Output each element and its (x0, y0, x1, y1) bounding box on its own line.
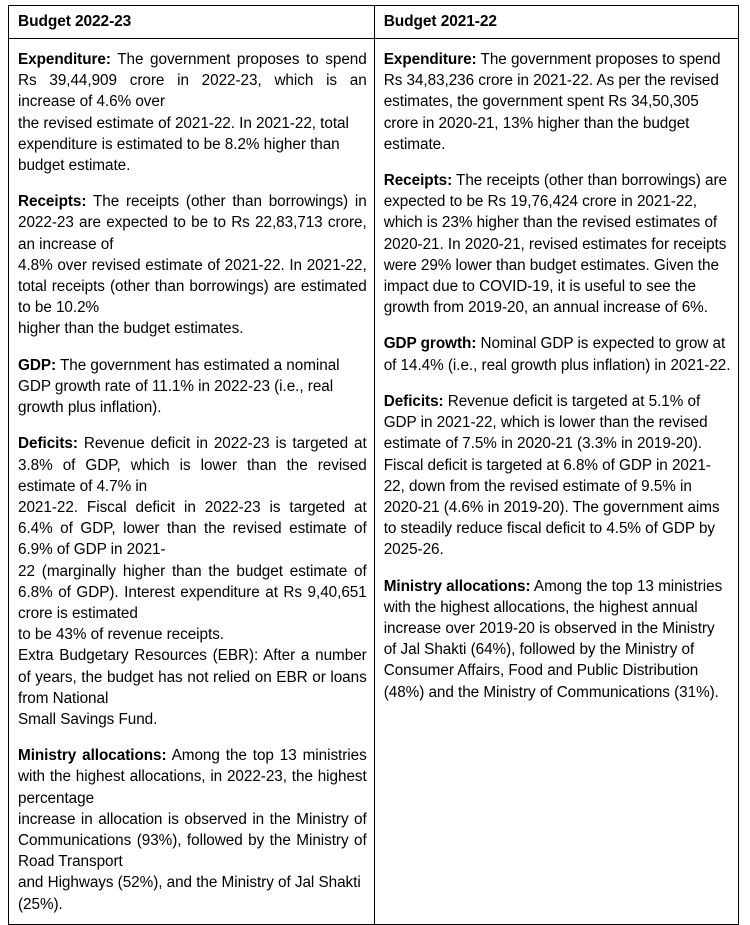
paragraph-lead-label: Ministry allocations: (383, 577, 531, 595)
paragraph-expenditure (384, 49, 731, 155)
paragraph-segment: Deficits: Revenue deficit in 2022-23 is targeted at 3.8% of GDP, which is lower than the revised estimate of 4.7% in (18, 435, 367, 495)
paragraph-segment: 2021-22. Fiscal deficit in 2022-23 is targeted at 6.4% of GDP, lower than the revised estimate of 6.9% of GDP in 2021- (18, 498, 367, 559)
paragraph-segment: Receipts: The receipts (other than borrowings) in 2022-23 are expected to be to Rs 22,83,713 crore, an increase of (18, 193, 367, 253)
paragraph-segment: Deficits: Revenue deficit is targeted at 5.1% of GDP in 2021-22, which is lower than the revised estimate of 7.5% in 2020-21 (3.3% in 2019-20). Fiscal deficit is targeted at 6.8% of GDP in 2021-22, down from the revised estimate of 9.5% in 2020-21 (4.6% in 2019-20). The government aims to steadily reduce fiscal deficit to 4.5% of GDP by 2025-26. (383, 392, 720, 559)
paragraph-segment: higher than the budget estimates. (18, 320, 244, 338)
paragraph-gdp-growth (384, 333, 731, 375)
paragraph-segment: Extra Budgetary Resources (EBR): After a number of years, the budget has not relied on EBR or loans from National (18, 647, 367, 707)
budget-comparison-table (8, 5, 739, 925)
paragraph-segment: and Highways (52%), and the Ministry of Jal Shakti (25%). (18, 874, 361, 913)
paragraph-segment: 4.8% over revised estimate of 2021-22. In 2021-22, total receipts (other than borrowings) are estimated to be 10.2% (18, 256, 367, 317)
cell-budget-2022-23 (9, 39, 375, 925)
table-body (9, 39, 739, 925)
left-column-content (18, 49, 367, 915)
paragraph-segment: GDP: The government has estimated a nominal GDP growth rate of 11.1% in 2022-23 (i.e., real growth plus inflation). (18, 356, 340, 417)
paragraph-lead-label: GDP growth: (383, 335, 477, 353)
paragraph-segment: Expenditure: The government proposes to spend Rs 39,44,909 crore in 2022-23, which is an increase of 4.6% over (18, 51, 367, 111)
paragraph-deficits (18, 433, 367, 730)
paragraph-lead-label: Expenditure: (383, 51, 477, 69)
paragraph-expenditure (18, 49, 367, 176)
paragraph-lead-label: Receipts: (383, 172, 453, 190)
paragraph-segment: to be 43% of revenue receipts. (18, 626, 224, 644)
paragraph-lead-label: GDP: (18, 356, 57, 374)
paragraph-receipts (18, 191, 367, 339)
paragraph-lead-label: Deficits: (383, 392, 444, 410)
paragraph-segment: Receipts: The receipts (other than borrowings) are expected to be Rs 19,76,424 crore in 2021-22, which is 23% higher than the revised estimates of 2020-21. In 2020-21, revised estimates for receipts were 29% lower than budget estimates. Given the impact due to COVID-19, it is useful to see the growth from 2019-20, an annual increase of 6%. (383, 172, 727, 317)
paragraph-lead-label: Ministry allocations: (18, 747, 167, 765)
paragraph-segment: the revised estimate of 2021-22. In 2021-22, total expenditure is estimated to be 8.2% higher than budget estimate. (18, 114, 349, 175)
paragraph-gdp (18, 355, 367, 419)
table-content-row (9, 39, 739, 925)
paragraph-deficits (384, 391, 731, 561)
paragraph-ministry-allocations (18, 745, 367, 915)
column-header-budget-2021-22: Budget 2021-22 (374, 6, 738, 39)
table-header-row-group (9, 6, 739, 39)
paragraph-segment: increase in allocation is observed in the Ministry of Communications (93%), followed by the Ministry of Road Transport (18, 810, 367, 871)
paragraph-segment: Ministry allocations: Among the top 13 ministries with the highest allocations, the highest annual increase over 2019-20 is observed in the Ministry of Jal Shakti (64%), followed by the Ministry of Consumer Affairs, Food and Public Distribution (48%) and the Ministry of Communications (31%). (383, 577, 723, 701)
paragraph-segment: Ministry allocations: Among the top 13 ministries with the highest allocations, in 2022-23, the highest percentage (18, 747, 367, 807)
paragraph-segment: GDP growth: Nominal GDP is expected to grow at of 14.4% (i.e., real growth plus inflation) in 2021-22. (383, 335, 731, 374)
paragraph-lead-label: Receipts: (18, 193, 87, 211)
paragraph-receipts (384, 170, 731, 318)
cell-budget-2021-22 (374, 39, 738, 925)
right-column-content (384, 49, 731, 703)
paragraph-ministry-allocations (384, 576, 731, 703)
paragraph-lead-label: Expenditure: (18, 51, 111, 69)
paragraph-segment: Small Savings Fund. (18, 710, 158, 728)
table-header-row (9, 6, 739, 39)
column-header-budget-2022-23: Budget 2022-23 (9, 6, 375, 39)
paragraph-segment: 22 (marginally higher than the budget estimate of 6.8% of GDP). Interest expenditure at Rs 9,40,651 crore is estimated (18, 562, 367, 622)
paragraph-segment: Expenditure: The government proposes to spend Rs 34,83,236 crore in 2021-22. As per the revised estimates, the government spent Rs 34,50,305 crore in 2020-21, 13% higher than the budget estimate. (383, 51, 721, 153)
paragraph-lead-label: Deficits: (18, 435, 78, 453)
